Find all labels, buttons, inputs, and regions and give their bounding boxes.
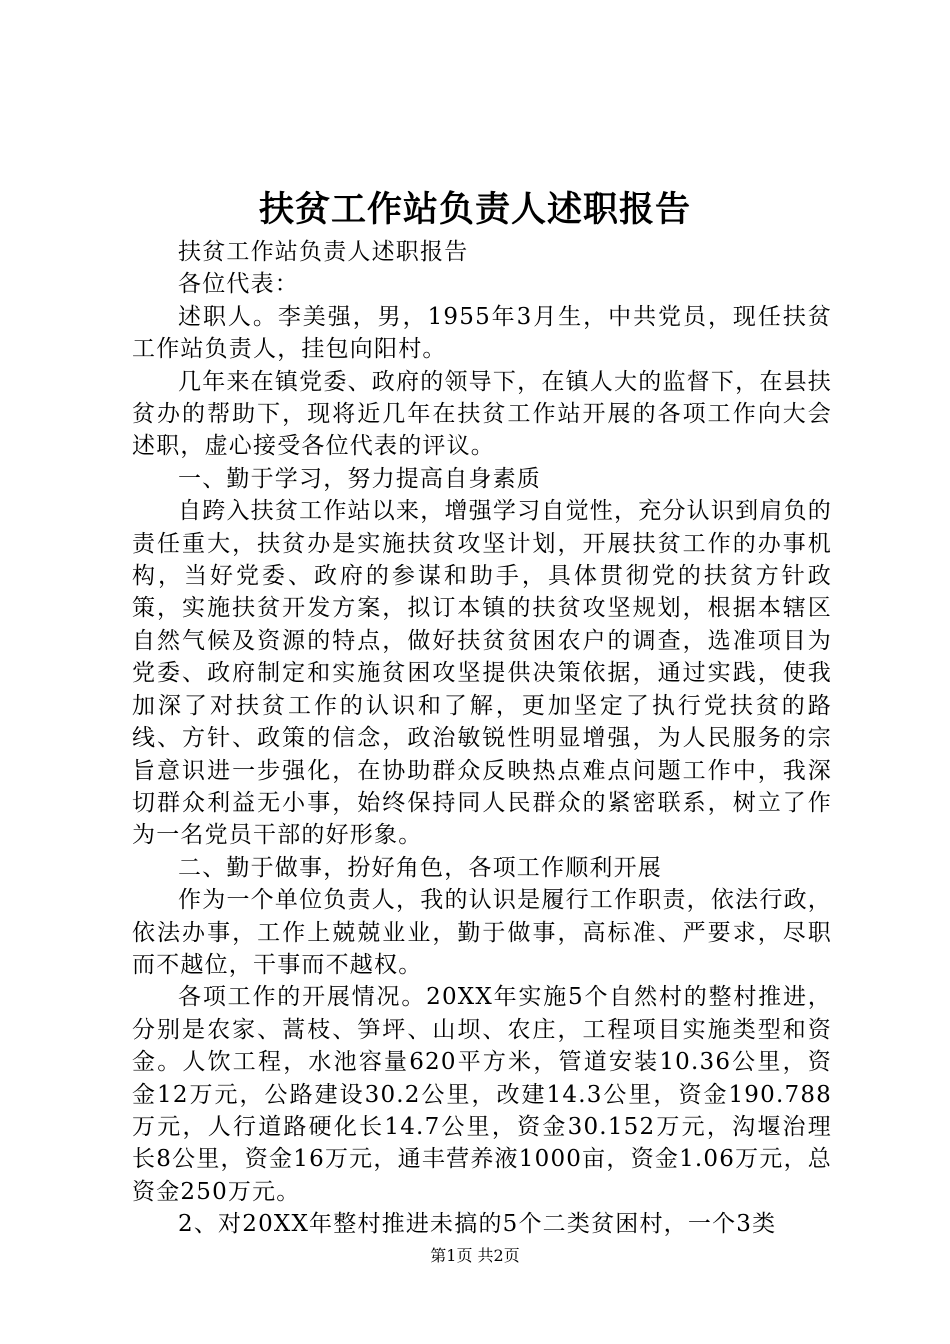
paragraph-reporter-info: 述职人。李美强，男，1955年3月生，中共党员，现任扶贫工作站负责人，挂包向阳村。	[132, 303, 832, 363]
paragraph-role: 作为一个单位负责人，我的认识是履行工作职责，依法行政，依法办事，工作上兢兢业业，勤于做事，高标准、严要求，尽职而不越位，干事而不越权。	[132, 887, 832, 978]
paragraph-study: 自跨入扶贫工作站以来，增强学习自觉性，充分认识到肩负的责任重大，扶贫办是实施扶贫攻坚计划，开展扶贫工作的办事机构，当好党委、政府的参谋和助手，具体贯彻党的扶贫方针政策，实施扶贫开发方案，拟订本镇的扶贫攻坚规划，根据本辖区自然气候及资源的特点，做好扶贫贫困农户的调查，选准项目为党委、政府制定和实施贫困攻坚提供决策依据，通过实践，使我加深了对扶贫工作的认识和了解，更加坚定了执行党扶贫的路线、方针、政策的信念，政治敏锐性明显增强，为人民服务的宗旨意识进一步强化，在协助群众反映热点难点问题工作中，我深切群众利益无小事，始终保持同人民群众的紧密联系，树立了作为一名党员干部的好形象。	[132, 498, 832, 849]
page-footer: 第1页 共2页	[430, 1246, 520, 1265]
section-heading-2: 二、勤于做事，扮好角色，各项工作顺利开展	[178, 854, 662, 881]
document-title: 扶贫工作站负责人述职报告	[258, 189, 691, 230]
paragraph-intro: 几年来在镇党委、政府的领导下，在镇人大的监督下，在县扶贫办的帮助下，现将近几年在扶贫工作站开展的各项工作向大会述职，虚心接受各位代表的评议。	[132, 368, 832, 460]
paragraph-item-2: 2、对20XX年整村推进未搞的5个二类贫困村，一个3类	[178, 1211, 777, 1238]
section-heading-1: 一、勤于学习，努力提高自身素质	[178, 465, 541, 492]
document-body	[132, 236, 832, 1241]
paragraph-salutation: 各位代表：	[178, 271, 299, 298]
paragraph-subtitle: 扶贫工作站负责人述职报告	[178, 239, 469, 265]
paragraph-progress: 各项工作的开展情况。20XX年实施5个自然村的整村推进，分别是农家、蒿枝、笋坪、山坝、农庄，工程项目实施类型和资金。人饮工程，水池容量620平方米，管道安装10.36公里，资金12万元，公路建设30.2公里，改建14.3公里，资金190.788万元，人行道路硬化长14.7公里，资金30.152万元，沟堰治理长8公里，资金16万元，通丰营养液1000亩，资金1.06万元，总资金250万元。	[132, 984, 832, 1205]
